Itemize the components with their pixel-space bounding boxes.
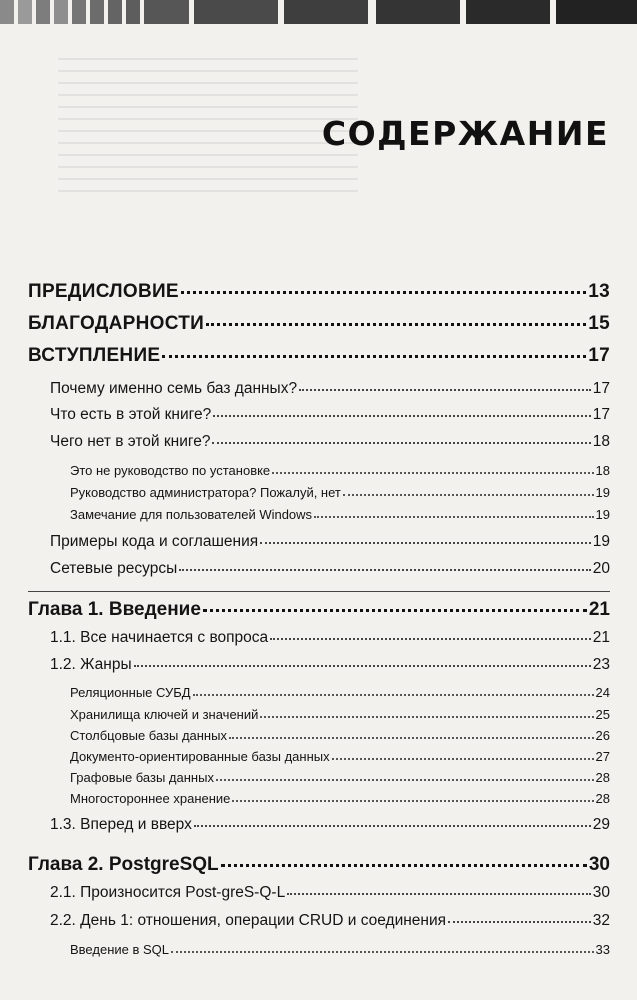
leader-dots [260,541,591,544]
toc-page: 17 [592,406,610,423]
leader-dots [314,515,593,518]
toc-page: 20 [592,560,610,577]
toc-entry-preface[interactable] [28,281,610,303]
leader-dots [272,471,593,474]
leader-dots [221,863,587,867]
leader-dots [260,715,593,718]
toc-page: 21 [592,629,610,646]
leader-dots [162,354,586,358]
leader-dots [232,799,593,802]
toc-label: 1.1. Все начинается с вопроса [50,629,269,646]
toc-entry[interactable] [50,629,610,647]
toc-label: Сетевые ресурсы [50,560,178,577]
toc-label: Реляционные СУБД [70,685,191,700]
toc-label: Графовые базы данных [70,770,214,785]
toc-label: Это не руководство по установке [70,463,271,478]
toc-label: Чего нет в этой книге? [50,433,211,450]
toc-page: 25 [595,707,610,722]
toc-entry-acknowledgments[interactable] [28,313,610,335]
leader-dots [179,568,591,571]
toc-entry[interactable] [70,507,610,522]
leader-dots [448,920,591,923]
toc-entry[interactable] [50,816,610,834]
toc-label: Хранилища ключей и значений [70,707,259,722]
toc-entry[interactable] [50,884,610,902]
leader-dots [343,493,594,496]
toc-entry[interactable] [50,433,610,451]
toc-label: ВСТУПЛЕНИЕ [28,345,161,366]
leader-dots [270,637,591,640]
toc-label: Глава 2. PostgreSQL [28,854,219,875]
leader-dots [194,824,591,827]
toc-page: 29 [592,816,610,833]
toc-page: 30 [588,854,610,875]
toc-label: Что есть в этой книге? [50,406,212,423]
toc-label: Замечание для пользователей Windows [70,507,313,522]
leader-dots [299,388,591,391]
leader-dots [134,664,591,667]
toc-entry[interactable] [50,533,610,551]
leader-dots [287,892,591,895]
leader-dots [171,950,594,953]
leader-dots [332,757,594,760]
toc-page: 19 [592,533,610,550]
toc-page: 21 [588,599,610,620]
toc-page: 33 [595,942,610,957]
toc-entry[interactable] [70,463,610,478]
toc-label: ПРЕДИСЛОВИЕ [28,281,179,302]
leader-dots [181,290,586,294]
toc-page: 30 [592,884,610,901]
toc-label: 2.1. Произносится Post-greS-Q-L [50,884,286,901]
bleed-through [58,48,358,268]
toc-entry[interactable] [70,791,610,806]
toc-entry[interactable] [70,707,610,722]
leader-dots [229,736,594,739]
chapter-divider [28,591,610,592]
toc-entry[interactable] [70,749,610,764]
toc-entry[interactable] [50,912,610,930]
toc-label: Введение в SQL [70,942,170,957]
leader-dots [193,693,594,696]
toc-page: 27 [595,749,610,764]
toc-page: 28 [595,791,610,806]
toc-entry[interactable] [70,770,610,785]
toc-entry[interactable] [70,942,610,957]
leader-dots [203,608,587,612]
toc-page: 26 [595,728,610,743]
toc-entry[interactable] [50,380,610,398]
toc-label: Документо-ориентированные базы данных [70,749,330,764]
toc-page: 17 [588,345,610,366]
toc-page: 18 [592,433,610,450]
toc-page: 13 [588,281,610,302]
toc-entry-chapter-2[interactable] [28,854,610,876]
toc-label: БЛАГОДАРНОСТИ [28,313,205,334]
toc-entry-chapter-1[interactable] [28,599,610,621]
toc-page: 32 [592,912,610,929]
toc-entry[interactable] [70,728,610,743]
toc-page: 17 [592,380,610,397]
toc-label: Примеры кода и соглашения [50,533,259,550]
toc-label: Руководство администратора? Пожалуй, нет [70,485,341,500]
toc-page: 19 [595,507,610,522]
toc-entry[interactable] [70,685,610,700]
leader-dots [206,322,586,326]
toc-label: Глава 1. Введение [28,599,201,620]
toc-entry-introduction[interactable] [28,345,610,367]
header-strip [0,0,637,24]
toc-page: 28 [595,770,610,785]
leader-dots [216,778,594,781]
toc-page: 24 [595,685,610,700]
toc-page: 18 [595,463,610,478]
toc-label: 1.2. Жанры [50,656,132,673]
page-title: СОДЕРЖАНИЕ [321,114,609,153]
toc-label: 2.2. День 1: отношения, операции CRUD и соединения [50,912,447,929]
toc-entry[interactable] [70,485,610,500]
toc-entry[interactable] [50,560,610,578]
toc-page: 19 [595,485,610,500]
toc-entry[interactable] [50,656,610,674]
toc-entry[interactable] [50,406,610,424]
toc-label: Многостороннее хранение [70,791,231,806]
toc-label: Столбцовые базы данных [70,728,227,743]
leader-dots [213,414,591,417]
toc-page: 15 [588,313,610,334]
toc-page: 23 [592,656,610,673]
toc-label: Почему именно семь баз данных? [50,380,298,397]
leader-dots [212,441,590,444]
toc-label: 1.3. Вперед и вверх [50,816,192,833]
